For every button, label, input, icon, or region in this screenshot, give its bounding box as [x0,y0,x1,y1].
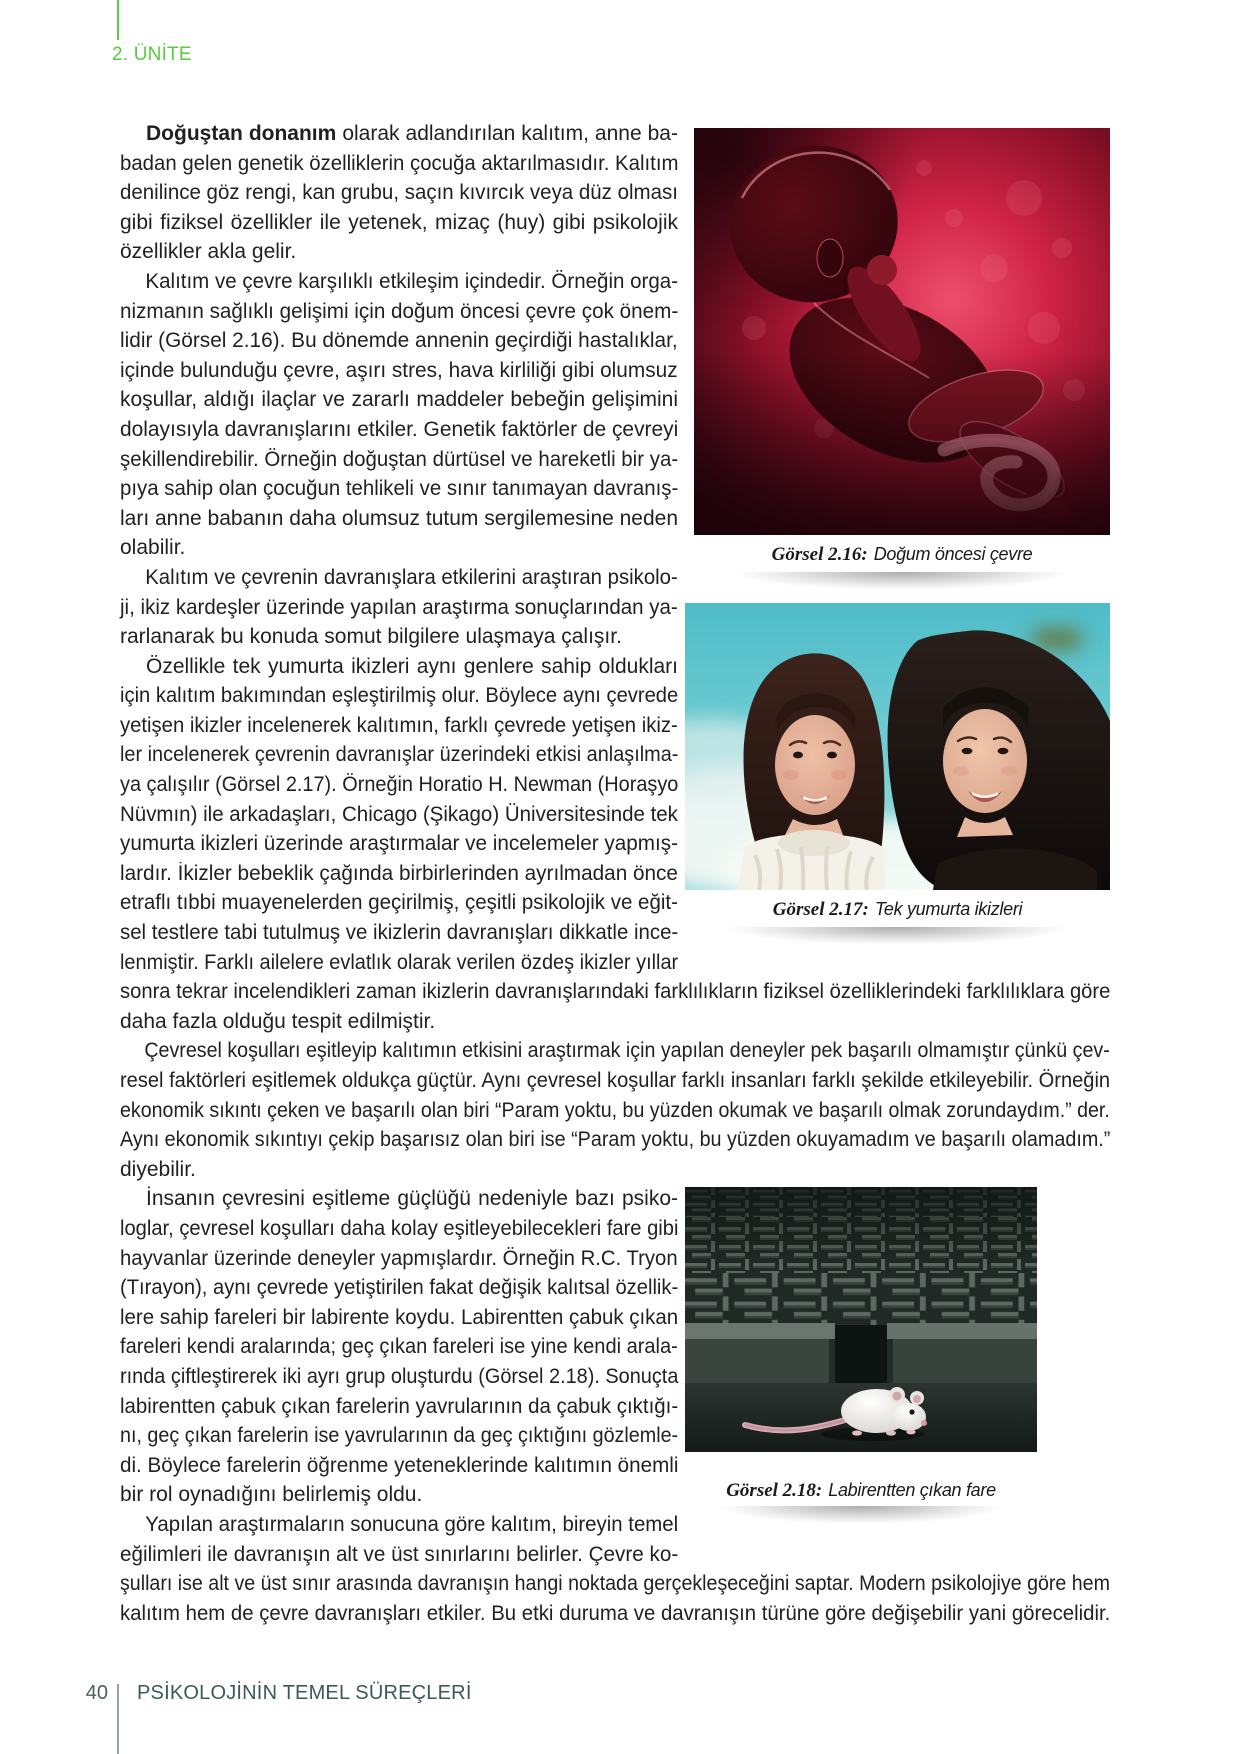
figure-shadow [704,572,1100,594]
text-line: rında çiftleştirerek iki ayrı grup oluşturdu (Görsel 2.18). Sonuçta [120,1364,679,1388]
text-line: özellikler akla gelir. [120,240,297,264]
page-number: 40 [85,1682,108,1704]
text-line: Aynı ekonomik sıkıntıyı çekip başarısız olan biri ise “Param yoktu, bu yüzden okuyamadım ve başarılı olamadım.” [120,1128,1111,1152]
text-line: sel testlere tabi tutulmuş ve ikizlerin davranışları dikkatle ince- [120,921,679,945]
text-line: lardır. İkizler bebeklik çağında birbirlerinden ayrılmadan önce [120,861,678,885]
figure-caption: Görsel 2.18: Labirentten çıkan fare [726,1480,996,1501]
figure-caption: Görsel 2.17: Tek yumurta ikizleri [772,899,1023,920]
text-line: denilince göz rengi, kan grubu, saçın kıvırcık veya düz olması [120,181,678,205]
text-line: (Tırayon), aynı çevrede yetiştirilen fakat değişik kalıtsal özellik- [120,1276,679,1300]
figure-label: Görsel 2.16: [771,544,868,565]
figure-maze [685,1187,1037,1452]
text-line: ji, ikiz kardeşler üzerinde yapılan araştırma sonuçlarından ya- [120,595,678,619]
twin-left [737,653,885,890]
unit-label: 2. ÜNİTE [112,44,192,65]
text-line: etraflı tıbbi muayenelerden geçirilmiş, çeşitli psikolojik ve eğit- [120,891,678,915]
text-line: lidir (Görsel 2.16). Bu dönemde annenin geçirdiği hastalıklar, [120,329,678,353]
figure-label: Görsel 2.18: [726,1480,823,1501]
text-line: nizmanın sağlıklı gelişimi için doğum öncesi çevre çok önem- [120,299,679,323]
text-line: yetişen ikizler incelenerek kalıtımın, farklı çevrede yetişen ikiz- [120,713,678,737]
text-line: resel faktörleri eşitlemek oldukça güçtür. Aynı çevresel koşullar farklı insanları farklı şekilde etkileyebilir. Örneğin [120,1069,1111,1092]
text-line: yumurta ikizleri üzerinde araştırmalar ve incelemeler yapmış- [120,832,679,856]
text-line: koşullar, aldığı ilaçlar ve zararlı maddeler bebeğin gelişimini [120,388,678,412]
figure-twins [685,603,1110,890]
text-line: loglar, çevresel koşulları daha kolay eşitleyebilecekleri fare gibi [120,1216,679,1240]
maze-walls [685,1187,1037,1328]
text-line: kalıtım hem de çevre davranışları etkiler. Bu etki duruma ve davranışın türüne göre değişebilir yani görecelidir. [120,1601,1111,1625]
text-line: Kalıtım ve çevre karşılıklı etkileşim içindedir. Örneğin orga- [145,269,679,293]
text-line: Çevresel koşulları eşitleyip kalıtımın etkisini araştırmak için yapılan deneyler pek başarılı olmamıştır çünkü çev- [144,1039,1110,1063]
text-line: olabilir. [120,536,186,560]
text-line: daha fazla olduğu tespit edilmiştir. [120,1009,436,1033]
text-line: diyebilir. [120,1157,196,1181]
text-line: Nüvmın) ile arkadaşları, Chicago (Şikago) Üniversitesinde tek [120,802,678,826]
figure-prenatal [694,128,1110,535]
text-line: için kalıtım bakımından eşleştirilmiş olur. Böylece aynı çevrede [120,684,679,708]
text-line: Doğuştan donanım olarak adlandırılan kalıtım, anne ba- [146,122,678,145]
text-line: içinde bulunduğu çevre, aşırı stres, hava kirliliği gibi olumsuz [120,358,678,382]
text-line: rarlanarak bu konuda somut bilgilere ulaşmaya çalışır. [120,625,622,649]
text-line: Kalıtım ve çevrenin davranışlara etkilerini araştıran psikolo- [145,565,678,589]
text-line: ler incelenerek çevrenin davranışlar üzerindeki etkisi anlaşılma- [120,743,679,767]
text-line: ları anne babanın daha olumsuz tutum sergilemesine neden [120,506,679,530]
text-line: Özellikle tek yumurta ikizleri aynı genlere sahip oldukları [146,654,678,678]
text-line: Yapılan araştırmaların sonucuna göre kalıtım, bireyin temel [145,1512,679,1536]
footer-divider-rule [117,1684,119,1754]
text-line: badan gelen genetik özelliklerin çocuğa aktarılmasıdır. Kalıtım [120,151,679,175]
text-line: ekonomik sıkıntı çeken ve başarılı olan biri “Param yoktu, bu yüzden okumak ve başarılı olmak zorundaydım.” der. [120,1098,1110,1122]
figure-label: Görsel 2.17: [772,899,869,920]
maze-entrance-blocks [685,1323,1037,1385]
text-line: lenmiştir. Farklı ailelere evlatlık olarak verilen özdeş ikizler yıllar [120,950,679,974]
footer-book-title: PSİKOLOJİNİN TEMEL SÜREÇLERİ [137,1682,472,1704]
figure-caption: Görsel 2.16: Doğum öncesi çevre [771,544,1033,565]
mouse-exiting-maze-image [685,1187,1037,1452]
text-line: eğilimleri ile davranışın alt ve üst sınırlarını belirler. Çevre ko- [120,1542,679,1566]
text-line: hayvanlar üzerinde deneyler yapmışlardır. Örneğin R.C. Tryon [120,1246,678,1270]
unit-top-rule [117,0,119,40]
text-line: şulları ise alt ve üst sınır arasında davranışın hangi noktada gerçekleşeceğini saptar. Modern psikolojiye göre hem [120,1572,1110,1596]
text-line: nı, geç çıkan farelerin ise yavrularının da geç çıktığını gözlemle- [120,1424,679,1448]
text-line: bir rol oynadığını belirlemiş oldu. [120,1483,423,1507]
text-line: dolayısıyla davranışlarını etkiler. Genetik faktörler de çevreyi [120,417,679,441]
text-line: gibi fiziksel özellikler ile yetenek, mizaç (huy) gibi psikolojik [120,210,678,234]
text-line: labirentten çabuk çıkan farelerin yavrularının da çabuk çıktığı- [120,1394,679,1418]
text-line: sonra tekrar incelendikleri zaman ikizlerin davranışlarındaki farklılıkların fiziksel özelliklerindeki farklılıklara göre [120,980,1111,1004]
figure-shadow [695,927,1100,949]
text-line: fareleri kendi aralarında; geç çıkan fareleri ise yine kendi arala- [120,1335,678,1359]
text-line: ya çalışılır (Görsel 2.17). Örneğin Horatio H. Newman (Horaşyo [120,773,679,797]
identical-twins-image [685,603,1110,890]
text-line: şekillendirebilir. Örneğin doğuştan dürtüsel ve hareketli bir ya- [120,447,679,471]
text-line: di. Böylece farelerin öğrenme yeteneklerinde kalıtımın önemli [120,1453,679,1477]
figure-shadow [693,1506,1029,1528]
text-line: pıya sahip olan çocuğun tehlikeli ve sınır tanımayan davranış- [120,477,679,501]
text-line: lere sahip fareleri bir labirente koydu. Labirentten çabuk çıkan [120,1305,679,1329]
prenatal-fetus-image [694,128,1110,535]
text-line: İnsanın çevresini eşitleme güçlüğü nedeniyle bazı psiko- [146,1187,678,1211]
